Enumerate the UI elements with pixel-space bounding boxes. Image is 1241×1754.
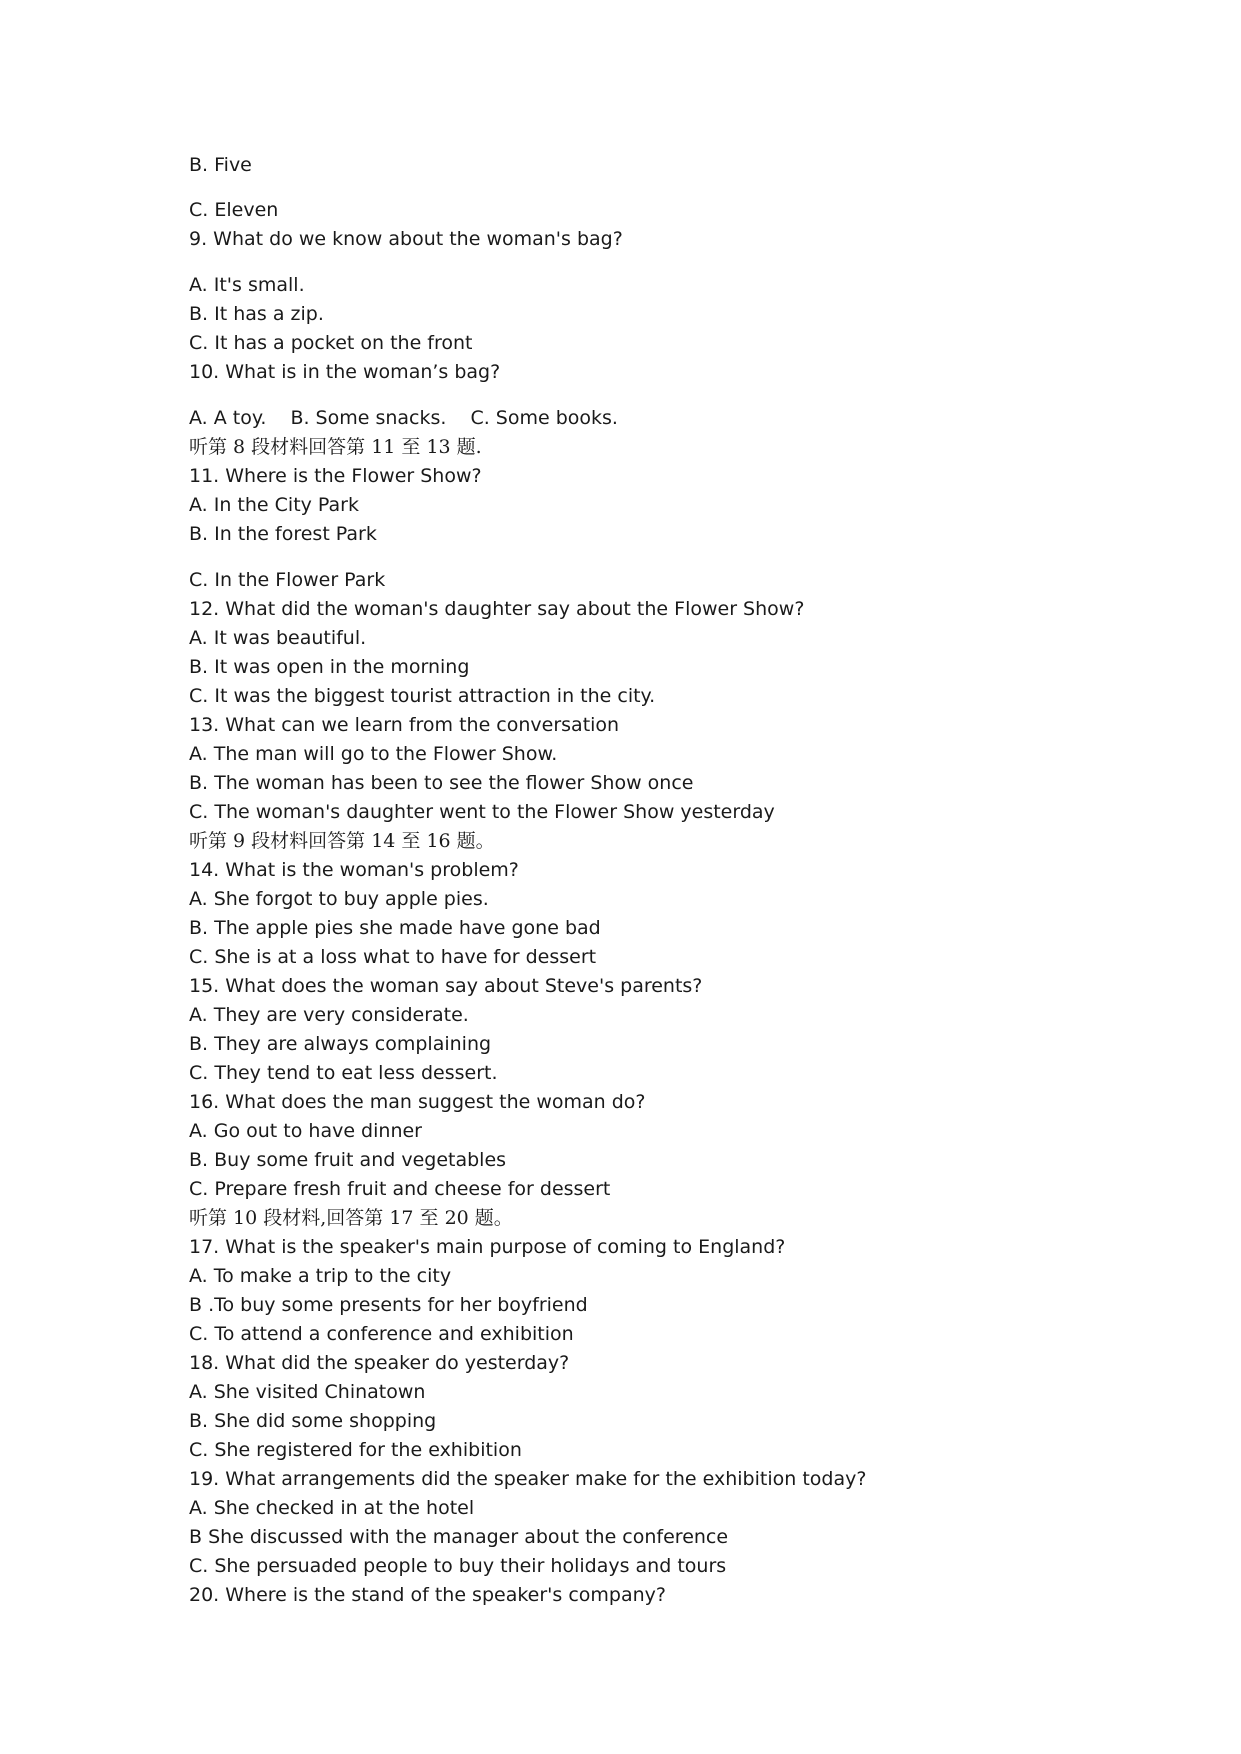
- section-9-instruction: 听第 9 段材料回答第 14 至 16 题。: [189, 830, 495, 852]
- q17-option-a: A. To make a trip to the city: [189, 1265, 452, 1287]
- q13-option-c: C. The woman's daughter went to the Flower Show yesterday: [189, 801, 775, 823]
- option-b-five: B. Five: [189, 154, 252, 176]
- section-8-instruction: 听第 8 段材料回答第 11 至 13 题.: [189, 436, 482, 458]
- q9-option-c: C. It has a pocket on the front: [189, 332, 473, 354]
- q9-option-a: A. It's small.: [189, 274, 305, 296]
- question-15: 15. What does the woman say about Steve's parents?: [189, 975, 703, 997]
- q11-option-a: A. In the City Park: [189, 494, 359, 516]
- q12-option-b: B. It was open in the morning: [189, 656, 470, 678]
- q17-option-b: B .To buy some presents for her boyfriend: [189, 1294, 588, 1316]
- q18-option-b: B. She did some shopping: [189, 1410, 437, 1432]
- q15-option-b: B. They are always complaining: [189, 1033, 492, 1055]
- q15-option-c: C. They tend to eat less dessert.: [189, 1062, 498, 1084]
- question-11: 11. Where is the Flower Show?: [189, 465, 482, 487]
- question-13: 13. What can we learn from the conversation: [189, 714, 620, 736]
- q19-option-a: A. She checked in at the hotel: [189, 1497, 475, 1519]
- q15-option-a: A. They are very considerate.: [189, 1004, 469, 1026]
- q14-option-a: A. She forgot to buy apple pies.: [189, 888, 489, 910]
- question-12: 12. What did the woman's daughter say about the Flower Show?: [189, 598, 805, 620]
- q10-option-b: B. Some snacks.: [290, 407, 447, 429]
- question-20: 20. Where is the stand of the speaker's company?: [189, 1584, 666, 1606]
- q12-option-a: A. It was beautiful.: [189, 627, 367, 649]
- q14-option-c: C. She is at a loss what to have for dessert: [189, 946, 597, 968]
- q16-option-a: A. Go out to have dinner: [189, 1120, 422, 1142]
- q10-options: [189, 406, 618, 430]
- q13-option-b: B. The woman has been to see the flower Show once: [189, 772, 694, 794]
- q9-option-b: B. It has a zip.: [189, 303, 324, 325]
- q12-option-c: C. It was the biggest tourist attraction in the city.: [189, 685, 656, 707]
- question-19: 19. What arrangements did the speaker make for the exhibition today?: [189, 1468, 867, 1490]
- q14-option-b: B. The apple pies she made have gone bad: [189, 917, 601, 939]
- question-18: 18. What did the speaker do yesterday?: [189, 1352, 570, 1374]
- q18-option-a: A. She visited Chinatown: [189, 1381, 426, 1403]
- q18-option-c: C. She registered for the exhibition: [189, 1439, 522, 1461]
- q11-option-b: B. In the forest Park: [189, 523, 377, 545]
- q13-option-a: A. The man will go to the Flower Show.: [189, 743, 558, 765]
- q16-option-b: B. Buy some fruit and vegetables: [189, 1149, 507, 1171]
- q19-option-b: B She discussed with the manager about the conference: [189, 1526, 729, 1548]
- option-c-eleven: C. Eleven: [189, 199, 279, 221]
- section-10-instruction: 听第 10 段材料,回答第 17 至 20 题。: [189, 1207, 513, 1229]
- question-16: 16. What does the man suggest the woman do?: [189, 1091, 646, 1113]
- q10-option-a: A. A toy.: [189, 407, 267, 429]
- q10-option-c: C. Some books.: [470, 407, 618, 429]
- q17-option-c: C. To attend a conference and exhibition: [189, 1323, 574, 1345]
- question-14: 14. What is the woman's problem?: [189, 859, 519, 881]
- question-9: 9. What do we know about the woman's bag?: [189, 228, 623, 250]
- question-10: 10. What is in the woman’s bag?: [189, 361, 501, 383]
- q11-option-c: C. In the Flower Park: [189, 569, 386, 591]
- q16-option-c: C. Prepare fresh fruit and cheese for dessert: [189, 1178, 611, 1200]
- q19-option-c: C. She persuaded people to buy their holidays and tours: [189, 1555, 727, 1577]
- question-17: 17. What is the speaker's main purpose of coming to England?: [189, 1236, 786, 1258]
